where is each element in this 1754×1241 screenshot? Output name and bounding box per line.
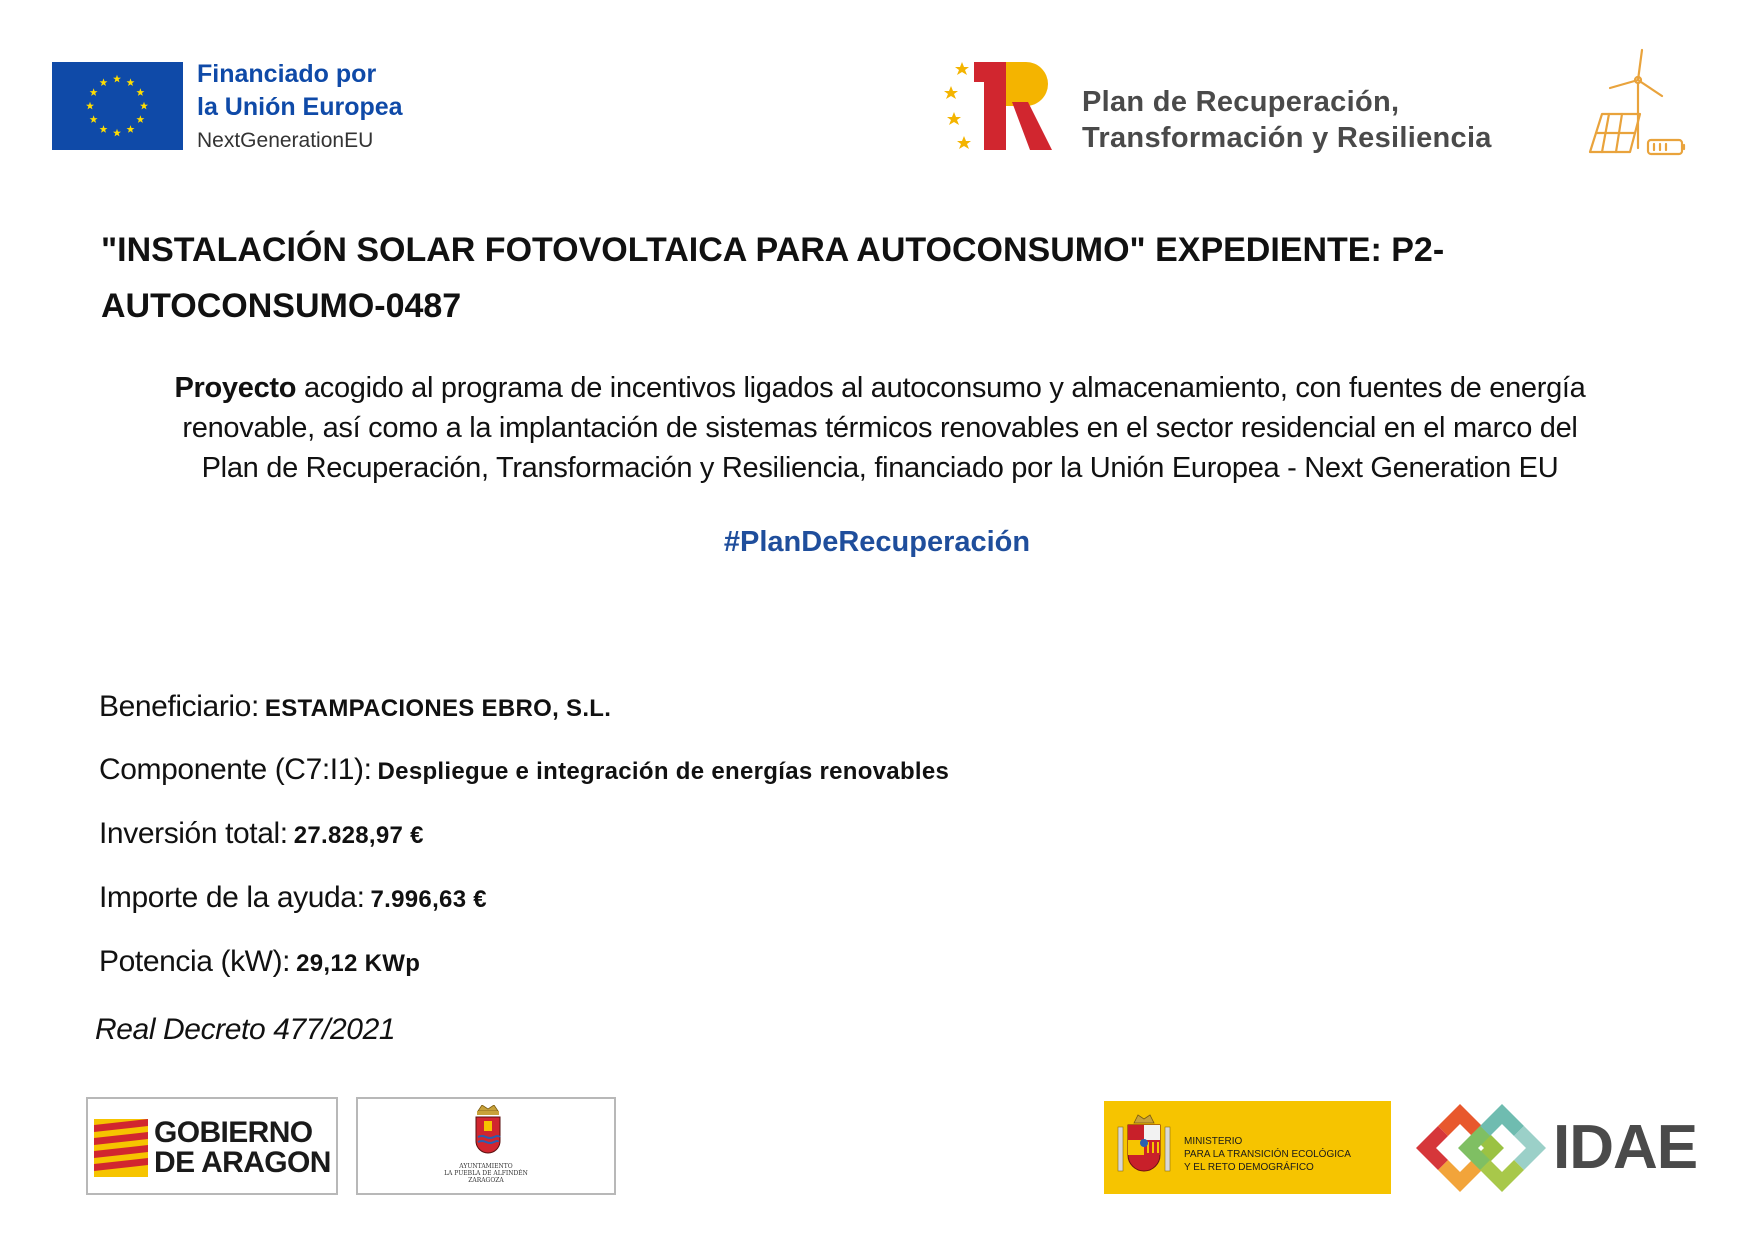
idae-text: IDAE [1553, 1113, 1698, 1182]
detail-value: 7.996,63 € [370, 886, 487, 913]
hashtag: #PlanDeRecuperación [723, 526, 1031, 558]
detail-label: Potencia (kW): [99, 945, 291, 978]
ayto-line-3: ZARAGOZA [468, 1177, 504, 1184]
detail-value: Despliegue e integración de energías renovables [377, 758, 950, 785]
gobierno-aragon-logo [86, 1097, 338, 1195]
detail-row-ayuda [99, 881, 487, 915]
eu-flag-icon [52, 62, 183, 150]
ayto-line-1: AYUNTAMIENTO [459, 1163, 513, 1170]
eu-star-icon [127, 125, 135, 133]
prtr-text [1082, 84, 1492, 156]
ministerio-line-3: Y EL RETO DEMOGRÁFICO [1184, 1162, 1314, 1173]
eu-star-icon [100, 78, 108, 86]
aragon-text [154, 1118, 331, 1178]
detail-value: ESTAMPACIONES EBRO, S.L. [264, 695, 612, 722]
eu-star-icon [90, 88, 98, 96]
detail-value: 29,12 KWp [296, 950, 421, 977]
eu-star-icon [113, 129, 121, 137]
ministerio-logo [1104, 1101, 1391, 1194]
eu-star-icon [113, 75, 121, 83]
renewable-energy-icon [1582, 48, 1692, 160]
eu-line-1: Financiado por [197, 60, 377, 88]
eu-line-2: la Unión Europea [197, 93, 403, 121]
idae-logo-icon [1410, 1100, 1548, 1196]
eu-star-icon [127, 78, 135, 86]
eu-star-icon [136, 115, 144, 123]
ministerio-line-1: MINISTERIO [1184, 1136, 1243, 1147]
detail-row-potencia [99, 945, 420, 979]
ayuntamiento-logo [356, 1097, 616, 1195]
eu-star-icon [86, 102, 94, 110]
eu-funding-text [197, 58, 403, 157]
ministerio-text [1184, 1135, 1351, 1174]
aragon-flag-icon [94, 1119, 148, 1177]
eu-star-icon [90, 115, 98, 123]
ministerio-line-2: PARA LA TRANSICIÓN ECOLÓGICA [1184, 1149, 1351, 1160]
prtr-line-1: Plan de Recuperación, [1082, 86, 1400, 118]
prtr-line-2: Transformación y Resiliencia [1082, 122, 1492, 154]
detail-label: Componente (C7:I1): [99, 753, 372, 786]
detail-row-beneficiario [99, 690, 611, 724]
description-line-3: Plan de Recuperación, Transformación y Resiliencia, financiado por la Unión Europea - Next Generation EU [201, 452, 1559, 484]
description-line-1 [90, 368, 1670, 408]
eu-star-icon [136, 88, 144, 96]
detail-row-inversion [99, 817, 424, 851]
detail-label: Beneficiario: [99, 690, 259, 723]
detail-label: Importe de la ayuda: [99, 881, 365, 914]
detail-row-componente [99, 753, 949, 787]
project-description [90, 368, 1670, 488]
description-line-1-text: acogido al programa de incentivos ligados al autoconsumo y almacenamiento, con fuentes de energía [296, 372, 1586, 404]
aragon-line-1: GOBIERNO [154, 1116, 313, 1149]
aragon-line-2: DE ARAGON [154, 1146, 331, 1179]
description-line-2: renovable, así como a la implantación de sistemas térmicos renovables en el sector residencial en el marco del [182, 412, 1578, 444]
detail-value: 27.828,97 € [293, 822, 424, 849]
coat-of-arms-icon [468, 1105, 508, 1165]
description-lead: Proyecto [174, 372, 297, 404]
ayto-line-2: LA PUEBLA DE ALFINDÉN [444, 1170, 528, 1177]
project-title: "INSTALACIÓN SOLAR FOTOVOLTAICA PARA AUTOCONSUMO" EXPEDIENTE: P2-AUTOCONSUMO-0487 [101, 231, 1445, 325]
decree-reference: Real Decreto 477/2021 [95, 1013, 396, 1046]
spain-coat-of-arms-icon [1116, 1113, 1172, 1183]
eu-line-3: NextGenerationEU [197, 129, 374, 152]
eu-star-icon [100, 125, 108, 133]
prtr-logo-icon [942, 56, 1054, 156]
detail-label: Inversión total: [99, 817, 288, 850]
eu-star-icon [140, 102, 148, 110]
